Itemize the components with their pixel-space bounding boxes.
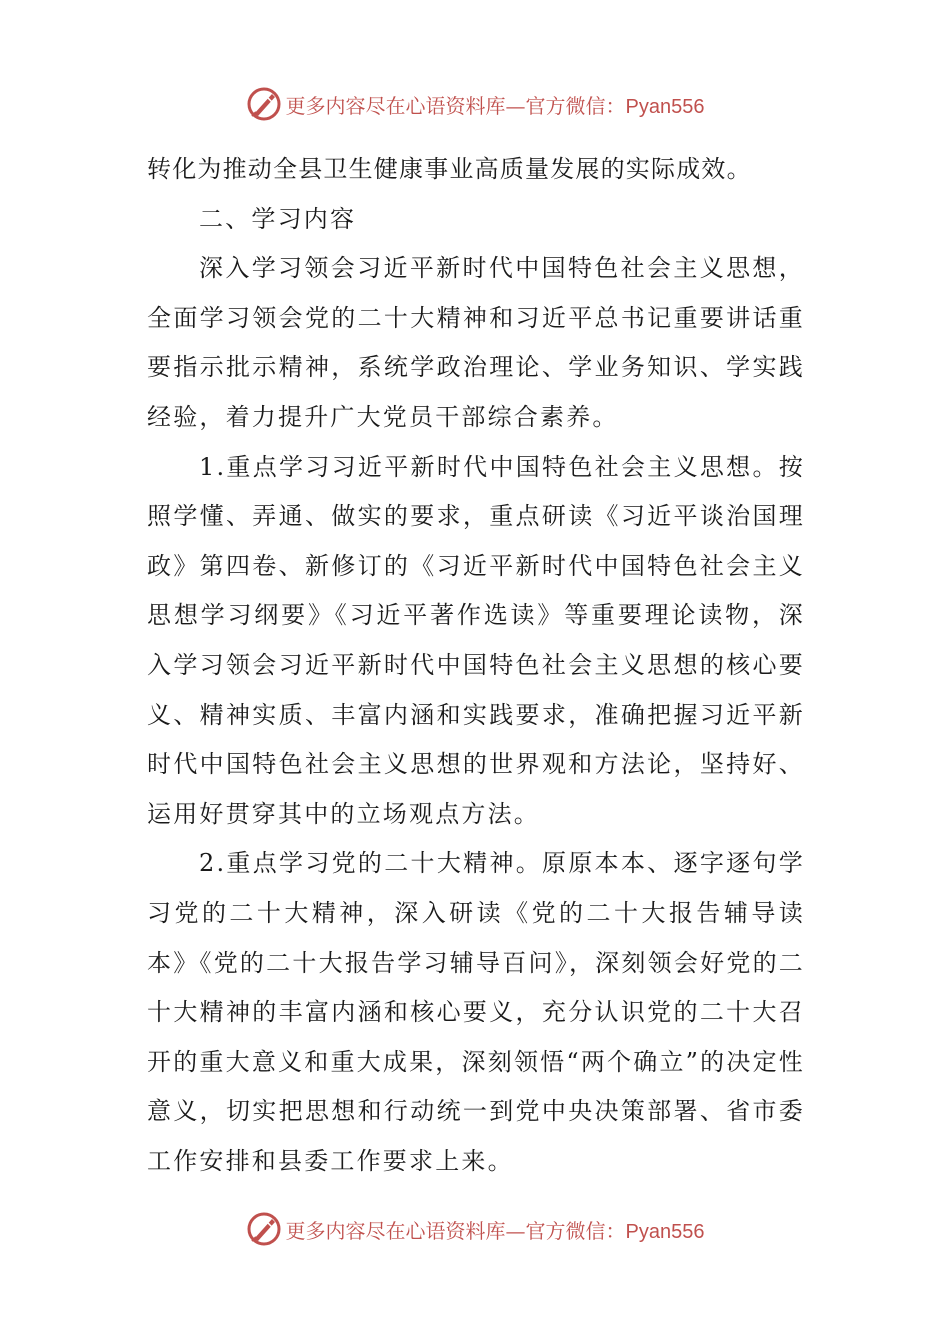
watermark-account: Pyan556 — [625, 95, 705, 118]
footer-watermark — [0, 1207, 950, 1251]
paragraph-item-1: 1.重点学习习近平新时代中国特色社会主义思想。按照学懂、弄通、做实的要求，重点研读《习近平谈治国理政》第四卷、新修订的《习近平新时代中国特色社会主义思想学习纲要》《习近平著作选读》等重要理论读物，深入学习领会习近平新时代中国特色社会主义思想的核心要义、精神实质、丰富内涵和实践要求，准确把握习近平新时代中国特色社会主义思想的世界观和方法论，坚持好、运用好贯穿其中的立场观点方法。 — [147, 452, 805, 828]
paragraph-study-overview: 深入学习领会习近平新时代中国特色社会主义思想，全面学习领会党的二十大精神和习近平总书记重要讲话重要指示批示精神，系统学政治理论、学业务知识、学实践经验，着力提升广大党员干部综合素养。 — [147, 254, 805, 431]
quill-logo-icon — [246, 86, 282, 122]
document-body — [147, 145, 805, 1186]
watermark-label: 更多内容尽在心语资料库—官方微信： — [285, 93, 626, 118]
watermark-text — [286, 90, 705, 119]
watermark-label: 更多内容尽在心语资料库—官方微信： — [285, 1218, 626, 1243]
paragraph-item-2: 2.重点学习党的二十大精神。原原本本、逐字逐句学习党的二十大精神，深入研读《党的二十大报告辅导读本》《党的二十大报告学习辅导百问》，深刻领会好党的二十大精神的丰富内涵和核心要义，充分认识党的二十大召开的重大意义和重大成果，深刻领悟“两个确立”的决定性意义，切实把思想和行动统一到党中央决策部署、省市委工作安排和县委工作要求上来。 — [147, 849, 805, 1175]
header-watermark — [0, 82, 950, 126]
paragraph-continuation: 转化为推动全县卫生健康事业高质量发展的实际成效。 — [147, 155, 752, 183]
quill-logo-icon — [246, 1211, 282, 1247]
watermark-text — [286, 1215, 705, 1244]
watermark-account: Pyan556 — [625, 1220, 705, 1243]
section-heading: 二、学习内容 — [199, 204, 357, 233]
